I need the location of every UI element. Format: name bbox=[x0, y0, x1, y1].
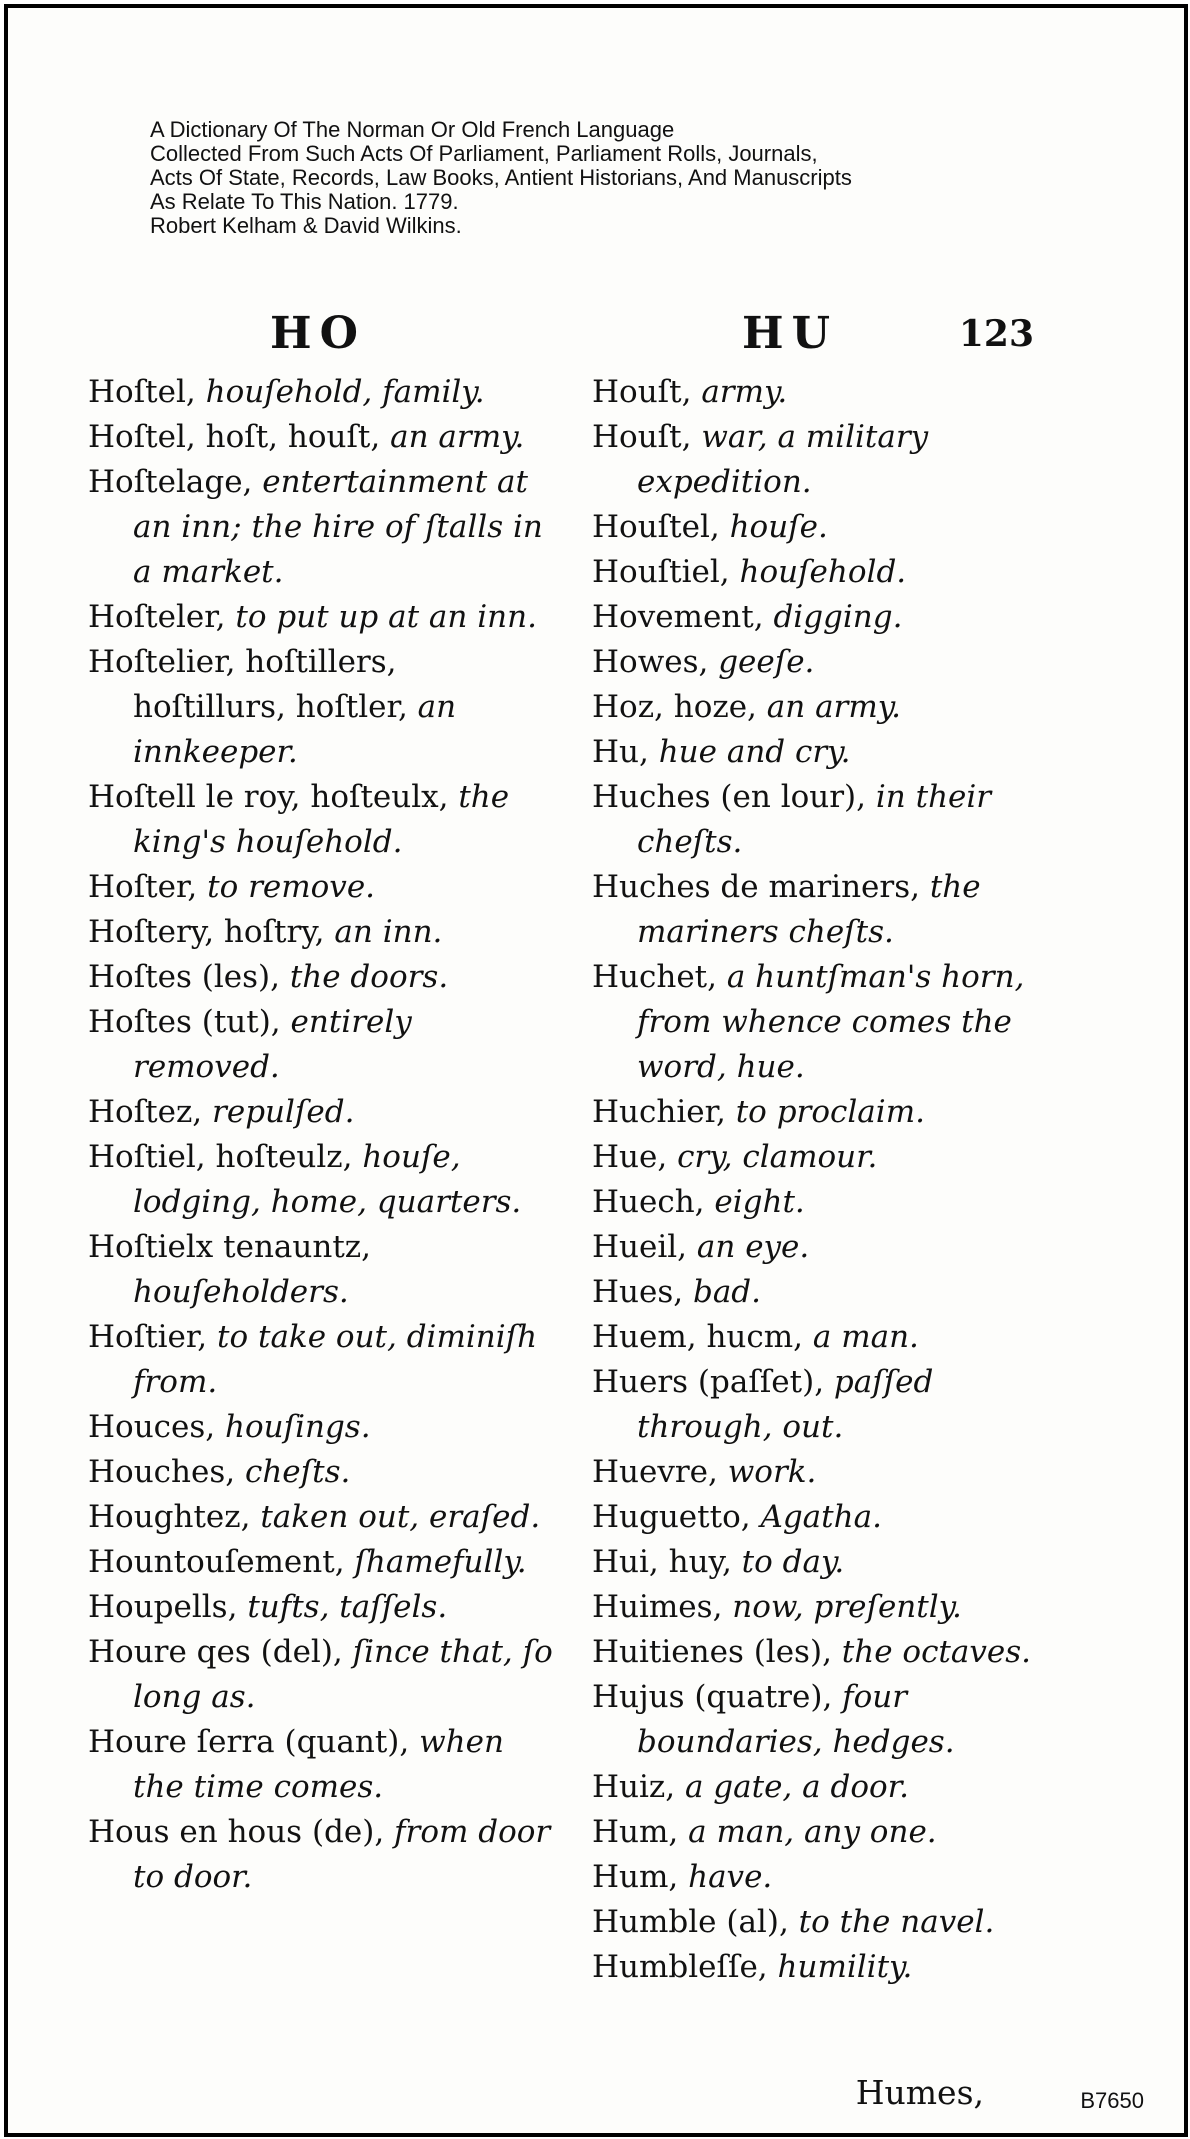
dictionary-entry bbox=[88, 1450, 558, 1495]
dictionary-entry bbox=[592, 1180, 1062, 1225]
dictionary-entry bbox=[592, 1630, 1062, 1675]
entry-definition: an army. bbox=[766, 689, 902, 725]
entry-headword: Hujus (quatre), bbox=[592, 1679, 833, 1715]
entry-definition: in their cheſts. bbox=[637, 779, 992, 860]
dictionary-entry bbox=[592, 1090, 1062, 1135]
dictionary-entry bbox=[592, 1585, 1062, 1630]
entry-definition: Agatha. bbox=[760, 1499, 882, 1535]
entry-definition: to remove. bbox=[207, 869, 376, 905]
entry-headword: Hoſtel, bbox=[88, 374, 196, 410]
dictionary-entry bbox=[592, 865, 1062, 955]
entry-headword: Hui, huy, bbox=[592, 1544, 732, 1580]
dictionary-entry bbox=[592, 1495, 1062, 1540]
dictionary-entry bbox=[88, 1315, 558, 1405]
entry-headword: Huech, bbox=[592, 1184, 705, 1220]
entry-definition: the mariners cheſts. bbox=[637, 869, 981, 950]
entry-headword: Huimes, bbox=[592, 1589, 723, 1625]
entry-headword: Hue, bbox=[592, 1139, 668, 1175]
dictionary-entry bbox=[592, 1540, 1062, 1585]
running-head-right: HU bbox=[742, 308, 838, 359]
entry-definition: paſſed through, out. bbox=[637, 1364, 934, 1445]
header-line: Collected From Such Acts Of Parliament, Parliament Rolls, Journals, bbox=[150, 141, 818, 166]
header-line: A Dictionary Of The Norman Or Old French Language bbox=[150, 117, 675, 142]
entry-headword: Huches (en lour), bbox=[592, 779, 867, 815]
entry-headword: Houches, bbox=[88, 1454, 236, 1490]
entry-definition: an army. bbox=[390, 419, 525, 455]
right-column bbox=[592, 370, 1062, 1990]
header-line: Robert Kelham & David Wilkins. bbox=[150, 213, 462, 238]
entry-headword: Huevre, bbox=[592, 1454, 718, 1490]
dictionary-entry bbox=[88, 910, 558, 955]
header-line: Acts Of State, Records, Law Books, Antient Historians, And Manuscripts bbox=[150, 165, 852, 190]
entry-headword: Humble (al), bbox=[592, 1904, 789, 1940]
dictionary-entry bbox=[88, 1495, 558, 1540]
entry-headword: Hues, bbox=[592, 1274, 684, 1310]
dictionary-entry bbox=[88, 1405, 558, 1450]
dictionary-entry bbox=[88, 1225, 558, 1315]
entry-headword: Houſtel, bbox=[592, 509, 720, 545]
entry-headword: Huitienes (les), bbox=[592, 1634, 832, 1670]
dictionary-entry bbox=[88, 1000, 558, 1090]
entry-headword: Houghtez, bbox=[88, 1499, 251, 1535]
dictionary-entry bbox=[88, 1585, 558, 1630]
entry-definition: to take out, diminiſh from. bbox=[133, 1319, 538, 1400]
dictionary-entry bbox=[592, 955, 1062, 1090]
entry-definition: the doors. bbox=[289, 959, 449, 995]
catchword: Humes, bbox=[855, 2073, 984, 2112]
entry-definition: to the navel. bbox=[798, 1904, 995, 1940]
entry-headword: Hum, bbox=[592, 1859, 679, 1895]
entry-definition: have. bbox=[688, 1859, 773, 1895]
entry-headword: Houſt, bbox=[592, 419, 692, 455]
entry-definition: to day. bbox=[741, 1544, 845, 1580]
dictionary-entry bbox=[592, 1765, 1062, 1810]
dictionary-entry bbox=[592, 1225, 1062, 1270]
dictionary-entry bbox=[592, 505, 1062, 550]
entry-definition: geeſe. bbox=[718, 644, 815, 680]
dictionary-entry bbox=[592, 1900, 1062, 1945]
entry-headword: Houſt, bbox=[592, 374, 692, 410]
entry-definition: cry, clamour. bbox=[677, 1139, 878, 1175]
entry-headword: Huguetto, bbox=[592, 1499, 751, 1535]
entry-definition: the octaves. bbox=[841, 1634, 1031, 1670]
entry-headword: Humbleſſe, bbox=[592, 1949, 768, 1985]
entry-definition: entertainment at an inn; the hire of ſtalls in a market. bbox=[133, 464, 543, 590]
entry-definition: taken out, eraſed. bbox=[260, 1499, 541, 1535]
dictionary-entry bbox=[592, 1855, 1062, 1900]
entry-definition: work. bbox=[727, 1454, 817, 1490]
entry-headword: Hous en hous (de), bbox=[88, 1814, 385, 1850]
entry-headword: Houre qes (del), bbox=[88, 1634, 343, 1670]
entry-definition: a man, any one. bbox=[688, 1814, 937, 1850]
entry-headword: Huchier, bbox=[592, 1094, 726, 1130]
entry-definition: houſehold. bbox=[739, 554, 907, 590]
entry-headword: Houces, bbox=[88, 1409, 216, 1445]
running-head-left: HO bbox=[270, 308, 366, 359]
entry-headword: Huches de mariners, bbox=[592, 869, 920, 905]
entry-definition: humility. bbox=[777, 1949, 913, 1985]
entry-definition: an eye. bbox=[696, 1229, 810, 1265]
dictionary-entry bbox=[592, 370, 1062, 415]
dictionary-entry bbox=[592, 640, 1062, 685]
dictionary-entry bbox=[592, 685, 1062, 730]
catalog-id: B7650 bbox=[1080, 2088, 1144, 2113]
dictionary-entry bbox=[88, 1810, 558, 1900]
entry-definition: to put up at an inn. bbox=[235, 599, 537, 635]
entry-headword: Hoſtelage, bbox=[88, 464, 253, 500]
dictionary-entry bbox=[592, 1450, 1062, 1495]
entry-definition: army. bbox=[701, 374, 788, 410]
entry-definition: the king's houſehold. bbox=[133, 779, 510, 860]
dictionary-entry bbox=[592, 550, 1062, 595]
entry-headword: Hoſteler, bbox=[88, 599, 226, 635]
entry-headword: Hoſter, bbox=[88, 869, 198, 905]
dictionary-entry bbox=[592, 1135, 1062, 1180]
entry-definition: entirely removed. bbox=[133, 1004, 412, 1085]
entry-headword: Huers (paſſet), bbox=[592, 1364, 825, 1400]
dictionary-entry bbox=[592, 1360, 1062, 1450]
left-column bbox=[88, 370, 558, 1900]
entry-definition: eight. bbox=[714, 1184, 805, 1220]
title-header bbox=[150, 118, 1050, 238]
entry-definition: to proclaim. bbox=[735, 1094, 925, 1130]
entry-definition: digging. bbox=[773, 599, 903, 635]
dictionary-entry bbox=[88, 865, 558, 910]
dictionary-entry bbox=[88, 775, 558, 865]
entry-headword: Hoſtery, hoſtry, bbox=[88, 914, 325, 950]
header-line: As Relate To This Nation. 1779. bbox=[150, 189, 459, 214]
entry-headword: Hoſtielx tenauntz, bbox=[88, 1229, 371, 1265]
entry-definition: houſehold, family. bbox=[205, 374, 485, 410]
dictionary-entry bbox=[88, 595, 558, 640]
entry-definition: when the time comes. bbox=[133, 1724, 504, 1805]
entry-definition: tufts, taſſels. bbox=[247, 1589, 448, 1625]
dictionary-entry bbox=[88, 1720, 558, 1810]
dictionary-entry bbox=[88, 460, 558, 595]
dictionary-entry bbox=[592, 1810, 1062, 1855]
entry-headword: Howes, bbox=[592, 644, 709, 680]
entry-definition: repulſed. bbox=[212, 1094, 355, 1130]
dictionary-entry bbox=[88, 1630, 558, 1720]
entry-definition: bad. bbox=[692, 1274, 761, 1310]
dictionary-entry bbox=[88, 640, 558, 775]
dictionary-entry bbox=[592, 1270, 1062, 1315]
entry-definition: ſhamefully. bbox=[354, 1544, 527, 1580]
page-number: 123 bbox=[958, 313, 1034, 355]
dictionary-entry bbox=[88, 1135, 558, 1225]
entry-headword: Hoſtes (tut), bbox=[88, 1004, 281, 1040]
entry-definition: hue and cry. bbox=[658, 734, 851, 770]
dictionary-entry bbox=[592, 595, 1062, 640]
dictionary-entry bbox=[592, 775, 1062, 865]
entry-headword: Houre ſerra (quant), bbox=[88, 1724, 410, 1760]
entry-definition: war, a military expedition. bbox=[637, 419, 929, 500]
entry-definition: now, preſently. bbox=[732, 1589, 962, 1625]
entry-definition: houſeholders. bbox=[133, 1274, 349, 1310]
entry-headword: Huem, hucm, bbox=[592, 1319, 803, 1355]
entry-headword: Hoſtelier, hoſtillers, hoſtillurs, hoſtler, bbox=[88, 644, 408, 725]
entry-definition: houſings. bbox=[225, 1409, 371, 1445]
entry-headword: Huchet, bbox=[592, 959, 717, 995]
entry-headword: Hum, bbox=[592, 1814, 679, 1850]
entry-definition: ſince that, ſo long as. bbox=[133, 1634, 553, 1715]
entry-definition: four boundaries, hedges. bbox=[637, 1679, 955, 1760]
dictionary-entry bbox=[592, 1675, 1062, 1765]
dictionary-entry bbox=[592, 415, 1062, 505]
dictionary-entry bbox=[88, 1540, 558, 1585]
entry-headword: Hoſtiel, hoſteulz, bbox=[88, 1139, 353, 1175]
entry-headword: Hueil, bbox=[592, 1229, 688, 1265]
entry-headword: Hu, bbox=[592, 734, 649, 770]
entry-headword: Hountouſement, bbox=[88, 1544, 345, 1580]
dictionary-entry bbox=[88, 415, 558, 460]
entry-headword: Hovement, bbox=[592, 599, 764, 635]
entry-headword: Huiz, bbox=[592, 1769, 676, 1805]
dictionary-entry bbox=[88, 1090, 558, 1135]
entry-definition: cheſts. bbox=[244, 1454, 351, 1490]
dictionary-entry bbox=[88, 370, 558, 415]
entry-headword: Hoz, hoze, bbox=[592, 689, 757, 725]
entry-definition: a huntſman's horn, from whence comes the word, hue. bbox=[637, 959, 1025, 1085]
dictionary-entry bbox=[88, 955, 558, 1000]
entry-definition: houſe. bbox=[729, 509, 828, 545]
entry-definition: an innkeeper. bbox=[133, 689, 457, 770]
entry-headword: Houpells, bbox=[88, 1589, 238, 1625]
entry-headword: Houſtiel, bbox=[592, 554, 730, 590]
page-frame bbox=[4, 4, 1188, 2137]
entry-definition: a gate, a door. bbox=[684, 1769, 909, 1805]
dictionary-entry bbox=[592, 1945, 1062, 1990]
entry-headword: Hoſtez, bbox=[88, 1094, 203, 1130]
entry-headword: Hoſtier, bbox=[88, 1319, 208, 1355]
entry-definition: a man. bbox=[812, 1319, 919, 1355]
entry-definition: houſe, lodging, home, quarters. bbox=[133, 1139, 522, 1220]
entry-definition: an inn. bbox=[334, 914, 443, 950]
entry-definition: from door to door. bbox=[133, 1814, 551, 1895]
entry-headword: Hoſtel, hoſt, houſt, bbox=[88, 419, 381, 455]
dictionary-entry bbox=[592, 1315, 1062, 1360]
entry-headword: Hoſtell le roy, hoſteulx, bbox=[88, 779, 449, 815]
dictionary-entry bbox=[592, 730, 1062, 775]
entry-headword: Hoſtes (les), bbox=[88, 959, 280, 995]
